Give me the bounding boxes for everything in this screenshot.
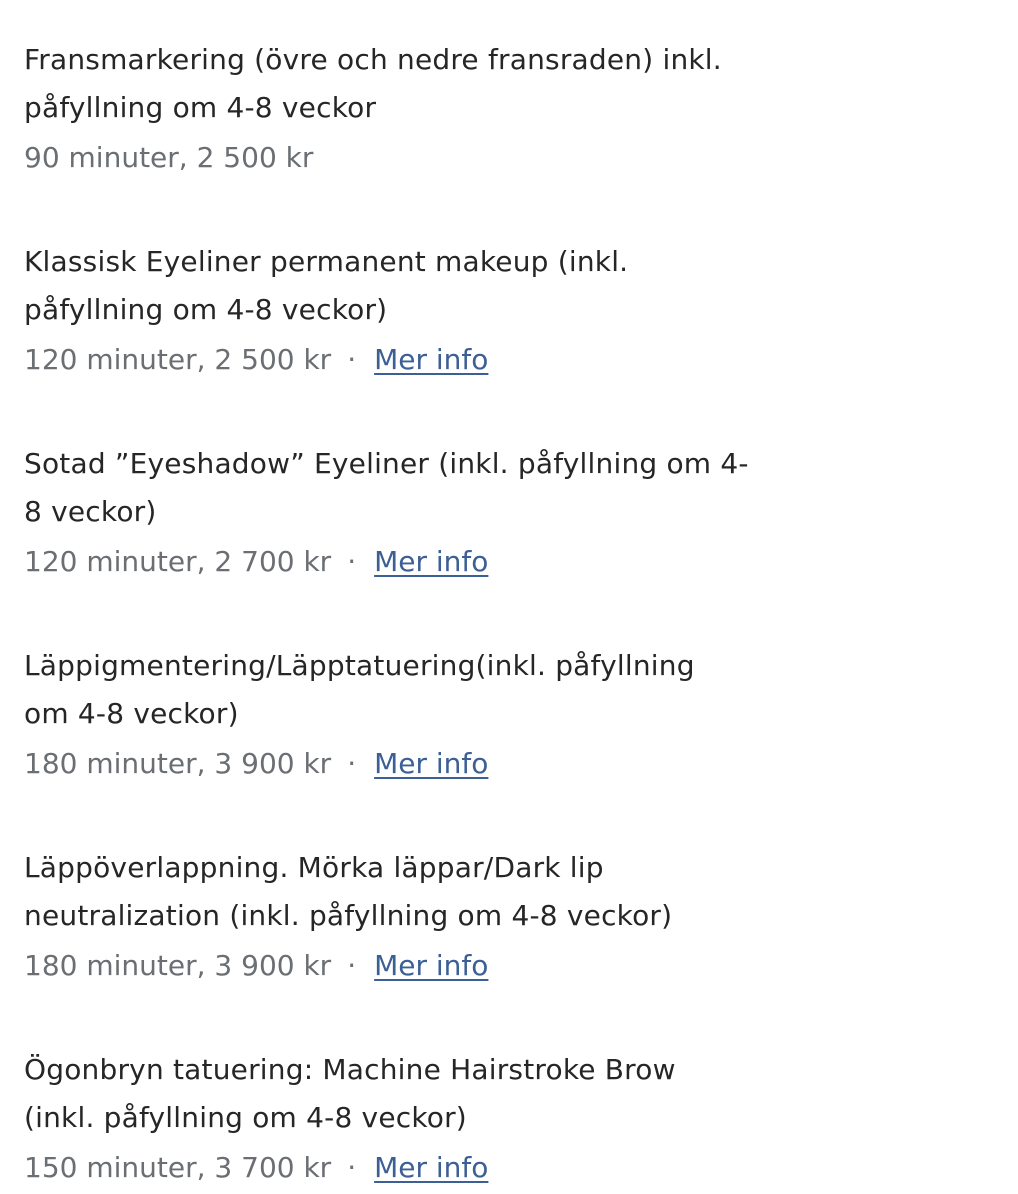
service-item xyxy=(24,440,804,586)
service-name xyxy=(24,844,804,940)
service-name-line-1: Klassisk Eyeliner permanent makeup (inkl. xyxy=(24,245,629,278)
service-name-line-2: (inkl. påfyllning om 4-8 veckor) xyxy=(24,1101,467,1134)
more-info-link[interactable]: Mer info xyxy=(374,545,489,578)
meta-separator: · xyxy=(347,343,357,376)
service-duration-price: 120 minuter, 2 500 kr xyxy=(24,343,332,376)
more-info-link[interactable]: Mer info xyxy=(374,949,489,982)
service-item xyxy=(24,844,804,990)
service-duration-price: 150 minuter, 3 700 kr xyxy=(24,1151,332,1184)
service-meta xyxy=(24,538,804,586)
service-name xyxy=(24,238,804,334)
service-duration-price: 180 minuter, 3 900 kr xyxy=(24,747,332,780)
service-name-line-1: Fransmarkering (övre och nedre fransraden) inkl. xyxy=(24,43,722,76)
service-item xyxy=(24,36,804,182)
service-meta xyxy=(24,336,804,384)
service-name-line-1: Läppöverlappning. Mörka läppar/Dark lip xyxy=(24,851,604,884)
more-info-link[interactable]: Mer info xyxy=(374,747,489,780)
service-name xyxy=(24,36,804,132)
service-name-line-2: om 4-8 veckor) xyxy=(24,697,239,730)
more-info-link[interactable]: Mer info xyxy=(374,343,489,376)
service-name xyxy=(24,1046,804,1142)
service-name xyxy=(24,440,804,536)
service-name-line-2: neutralization (inkl. påfyllning om 4-8 veckor) xyxy=(24,899,673,932)
service-meta xyxy=(24,1144,804,1192)
service-meta xyxy=(24,134,804,182)
service-duration-price: 90 minuter, 2 500 kr xyxy=(24,141,314,174)
meta-separator: · xyxy=(347,545,357,578)
service-meta xyxy=(24,740,804,788)
service-name-line-1: Läppigmentering/Läpptatuering(inkl. påfyllning xyxy=(24,649,695,682)
service-name-line-2: påfyllning om 4-8 veckor) xyxy=(24,293,388,326)
service-meta xyxy=(24,942,804,990)
service-duration-price: 180 minuter, 3 900 kr xyxy=(24,949,332,982)
service-name xyxy=(24,642,804,738)
service-name-line-2: 8 veckor) xyxy=(24,495,157,528)
service-duration-price: 120 minuter, 2 700 kr xyxy=(24,545,332,578)
service-item xyxy=(24,1046,804,1192)
service-item xyxy=(24,642,804,788)
meta-separator: · xyxy=(347,949,357,982)
service-name-line-1: Ögonbryn tatuering: Machine Hairstroke Brow xyxy=(24,1053,676,1086)
meta-separator: · xyxy=(347,1151,357,1184)
service-name-line-2: påfyllning om 4-8 veckor xyxy=(24,91,377,124)
service-name-line-1: Sotad ”Eyeshadow” Eyeliner (inkl. påfyllning om 4- xyxy=(24,447,749,480)
more-info-link[interactable]: Mer info xyxy=(374,1151,489,1184)
meta-separator: · xyxy=(347,747,357,780)
service-item xyxy=(24,238,804,384)
